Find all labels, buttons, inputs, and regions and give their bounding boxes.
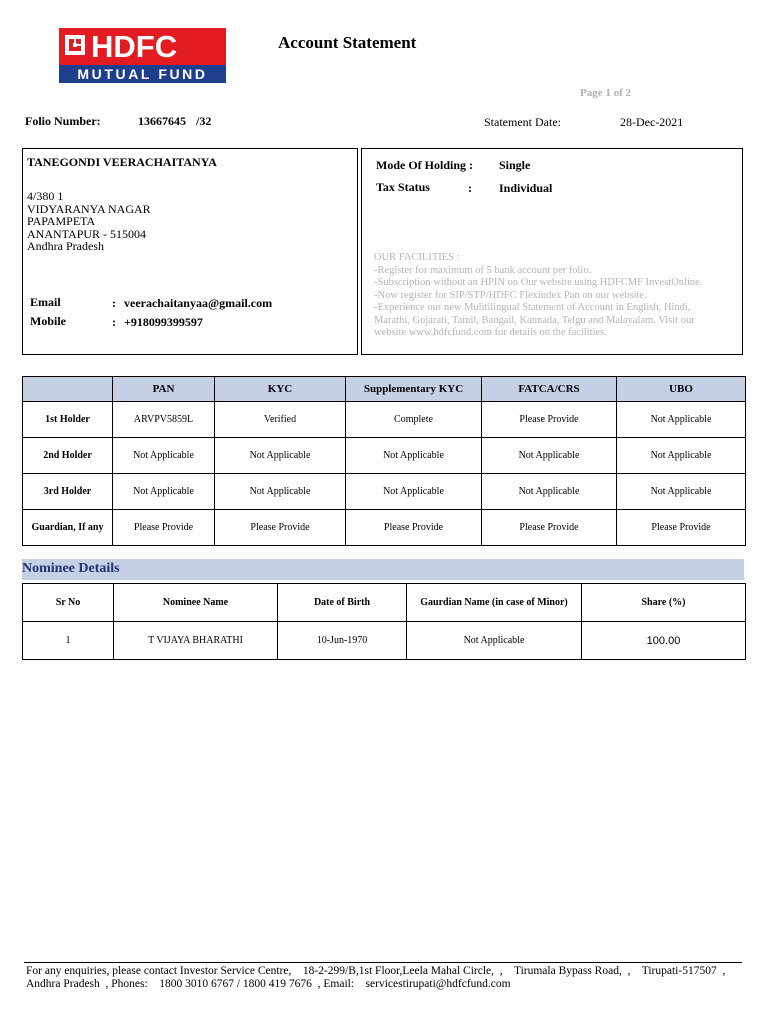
logo-red-band [59, 28, 226, 65]
footer-contact [26, 965, 746, 991]
table-cell: 100.00 [582, 622, 746, 660]
table-cell: Verified [215, 402, 346, 438]
column-header [23, 377, 113, 402]
mode-of-holding-value: Single [499, 158, 531, 172]
nominee-section-title: Nominee Details [22, 561, 120, 576]
table-cell: Please Provide [617, 510, 746, 546]
table-cell: Not Applicable [113, 438, 215, 474]
row-header: 2nd Holder [23, 438, 113, 474]
nominee-section-header [22, 559, 744, 580]
table-row [23, 438, 746, 474]
table-header-row [23, 584, 746, 622]
folio-number: 13667645 [138, 114, 186, 128]
table-cell: Please Provide [215, 510, 346, 546]
footer-line: Andhra Pradesh , Phones: 1800 3010 6767 / 1800 419 7676 , Email: servicestirupati@hdfcfund.com [26, 978, 511, 990]
tax-status-value: Individual [499, 181, 553, 195]
statement-date: 28-Dec-2021 [620, 115, 684, 129]
table-cell: Not Applicable [617, 438, 746, 474]
address-line: 4/380 1 [27, 189, 64, 203]
table-cell: Not Applicable [482, 438, 617, 474]
table-cell: Not Applicable [215, 474, 346, 510]
address-line: ANANTAPUR - 515004 [27, 226, 147, 241]
tax-status-label: Tax Status [376, 180, 430, 194]
column-header: KYC [215, 377, 346, 402]
table-cell: Please Provide [482, 402, 617, 438]
mode-of-holding-label: Mode Of Holding : [376, 158, 474, 172]
address-line: VIDYARANYA NAGAR [27, 201, 151, 216]
table-header-row [23, 377, 746, 402]
facilities-line: OUR FACILITIES : [374, 252, 460, 263]
email-value: veerachaitanyaa@gmail.com [124, 296, 273, 310]
table-row [23, 622, 746, 660]
logo-name: HDFC [91, 29, 178, 64]
email-sep: : [112, 296, 116, 310]
facilities-line: -Register for maximum of 5 bank account per folio. [374, 264, 592, 276]
table-cell: Not Applicable [346, 438, 482, 474]
table-cell: 1 [23, 622, 114, 660]
tax-status-sep: : [468, 181, 472, 195]
kyc-status-table [22, 376, 746, 546]
column-header: Sr No [23, 584, 114, 622]
statement-date-label: Statement Date: [484, 115, 561, 129]
row-header: 1st Holder [23, 402, 113, 438]
facilities-line: Marathi, Gujarati, Tamil, Bangail, Kannada, Telgu and Malayalam. Visit our [374, 314, 695, 326]
table-cell: Not Applicable [482, 474, 617, 510]
hdfc-emblem-icon [65, 35, 85, 55]
address-line: Andhra Pradesh [27, 239, 104, 253]
investor-address-box [22, 148, 358, 355]
table-cell: Not Applicable [113, 474, 215, 510]
holding-info-box [361, 148, 743, 355]
column-header: Gaurdian Name (in case of Minor) [407, 584, 582, 622]
table-cell: Please Provide [482, 510, 617, 546]
table-cell: Not Applicable [407, 622, 582, 660]
facilities-line: website www.hdfcfund.com for details on the facilities. [374, 327, 607, 338]
table-cell: Not Applicable [346, 474, 482, 510]
page-title: Account Statement [278, 33, 417, 52]
mobile-value: +918099399597 [124, 315, 203, 329]
column-header: PAN [113, 377, 215, 402]
folio-label: Folio Number: [25, 114, 101, 128]
investor-name: TANEGONDI VEERACHAITANYA [27, 155, 217, 169]
table-cell: Please Provide [113, 510, 215, 546]
table-cell: Not Applicable [215, 438, 346, 474]
table-cell: T VIJAYA BHARATHI [114, 622, 278, 660]
column-header: Nominee Name [114, 584, 278, 622]
column-header: Supplementary KYC [346, 377, 482, 402]
column-header: Share (%) [582, 584, 746, 622]
logo-subtitle: MUTUAL FUND [59, 65, 226, 83]
folio-suffix: /32 [196, 114, 212, 128]
email-label: Email [30, 295, 61, 309]
mobile-sep: : [112, 315, 116, 329]
mobile-label: Mobile [30, 314, 66, 328]
table-cell: Complete [346, 402, 482, 438]
table-row [23, 510, 746, 546]
footer-divider [24, 962, 742, 963]
facilities-line: -Now register for SIP/STP/HDFC Flexindex Pan on our website. [374, 289, 647, 301]
page-number: Page 1 of 2 [580, 87, 632, 99]
table-cell: ARVPV5859L [113, 402, 215, 438]
table-row [23, 474, 746, 510]
footer-line: For any enquiries, please contact Investor Service Centre, 18-2-299/B,1st Floor,Leela Mahal Circle, , Tirumala Bypass Road, , Tirupati-517507 , [26, 965, 726, 977]
investor-address [27, 190, 151, 253]
hdfc-logo [59, 28, 226, 83]
table-cell: Not Applicable [617, 474, 746, 510]
facilities-notice [374, 252, 742, 340]
row-header: 3rd Holder [23, 474, 113, 510]
table-cell: Not Applicable [617, 402, 746, 438]
column-header: Date of Birth [278, 584, 407, 622]
row-header: Guardian, If any [23, 510, 113, 546]
column-header: FATCA/CRS [482, 377, 617, 402]
table-cell: 10-Jun-1970 [278, 622, 407, 660]
column-header: UBO [617, 377, 746, 402]
facilities-line: -Subscription without an HPIN on Our website using HDFCMF InvestOnline. [374, 277, 703, 288]
table-row [23, 402, 746, 438]
address-line: PAPAMPETA [27, 214, 96, 228]
facilities-line: -Experience our new Mulitilingual Statement of Account in English, Hindi, [374, 302, 691, 313]
table-cell: Please Provide [346, 510, 482, 546]
nominee-table [22, 583, 746, 660]
